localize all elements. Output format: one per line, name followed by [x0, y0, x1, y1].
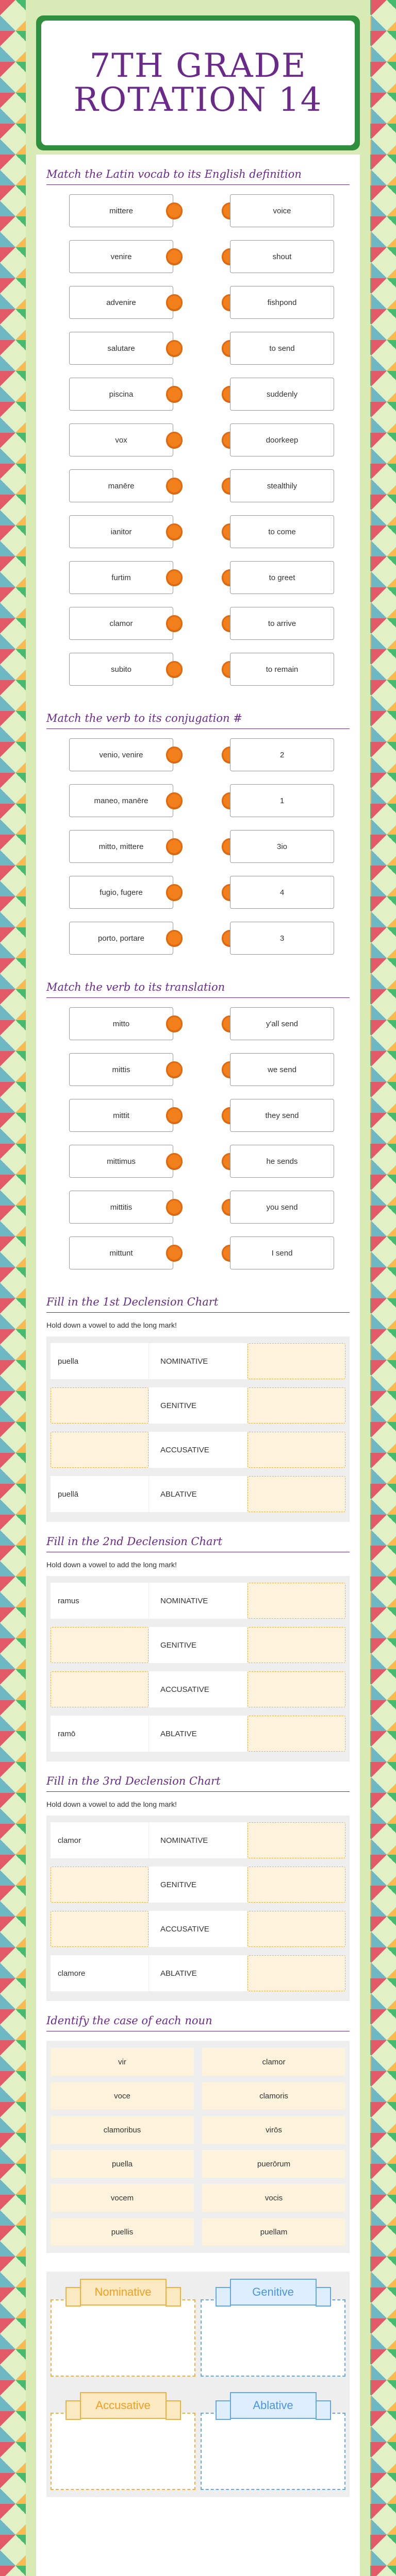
declension-row: [51, 1429, 345, 1473]
section-title-decl1: Fill in the 1st Declension Chart: [46, 1282, 350, 1313]
connector-dot-left[interactable]: [166, 386, 183, 402]
answer-input[interactable]: [248, 1822, 345, 1858]
match-row: [46, 876, 350, 922]
connector-dot-left[interactable]: [166, 478, 183, 494]
case-box-nominative: [51, 2279, 195, 2377]
connector-dot-left[interactable]: [166, 615, 183, 632]
match-right-term[interactable]: suddenly: [230, 378, 334, 411]
instruction-decl3: Hold down a vowel to add the long mark!: [46, 1800, 177, 1808]
answer-input[interactable]: [248, 1476, 345, 1512]
declension-row: [51, 1341, 345, 1385]
case-label: ACCUSATIVE: [149, 1671, 247, 1707]
connector-dot-left[interactable]: [166, 1107, 183, 1124]
match-right-term[interactable]: 2: [230, 738, 334, 771]
connector-dot-left[interactable]: [166, 930, 183, 946]
match-row: [46, 469, 350, 515]
answer-input[interactable]: [248, 1671, 345, 1707]
answer-input[interactable]: [248, 1343, 345, 1379]
match-right-term[interactable]: shout: [230, 240, 334, 273]
answer-input[interactable]: [248, 1911, 345, 1947]
section-title-decl3: Fill in the 3rd Declension Chart: [46, 1761, 350, 1792]
noun-chip[interactable]: puellis: [51, 2218, 194, 2246]
noun-chip[interactable]: puerōrum: [202, 2150, 345, 2178]
match-left-term[interactable]: mittit: [69, 1099, 173, 1132]
connector-dot-left[interactable]: [166, 202, 183, 219]
case-label: GENITIVE: [149, 1867, 247, 1903]
match-row: [46, 423, 350, 469]
case-label: ABLATIVE: [149, 1716, 247, 1752]
worksheet-content: [36, 155, 360, 2576]
case-label: ABLATIVE: [149, 1955, 247, 1991]
match-left-term[interactable]: mittunt: [69, 1236, 173, 1269]
match-row: [46, 1053, 350, 1099]
match-row: [46, 1007, 350, 1053]
declension-row: [51, 1473, 345, 1518]
connector-dot-left[interactable]: [166, 661, 183, 677]
given-form: ramus: [51, 1583, 148, 1619]
match-row: [46, 830, 350, 876]
connector-dot-left[interactable]: [166, 1199, 183, 1215]
declension-table-3: [46, 1816, 350, 2001]
banner-genitive: Genitive: [230, 2279, 317, 2306]
case-label: NOMINATIVE: [149, 1583, 247, 1619]
match-row: [46, 1145, 350, 1191]
answer-input[interactable]: [248, 1716, 345, 1752]
noun-chip[interactable]: puella: [51, 2150, 194, 2178]
declension-row: [51, 1864, 345, 1908]
match-right-term[interactable]: we send: [230, 1053, 334, 1086]
dropzone-accusative[interactable]: [51, 2413, 195, 2490]
match-left-term[interactable]: mittimus: [69, 1145, 173, 1178]
match-list-vocab: [46, 194, 350, 699]
match-row: [46, 653, 350, 699]
answer-input[interactable]: [51, 1387, 148, 1423]
match-row: [46, 1236, 350, 1282]
match-left-term[interactable]: piscina: [69, 378, 173, 411]
match-right-term[interactable]: they send: [230, 1099, 334, 1132]
match-row: [46, 607, 350, 653]
declension-row: [51, 1713, 345, 1757]
answer-input[interactable]: [248, 1387, 345, 1423]
match-left-term[interactable]: mittitis: [69, 1191, 173, 1224]
section-title-identify-case: Identify the case of each noun: [46, 2001, 350, 2031]
match-row: [46, 286, 350, 332]
match-right-term[interactable]: 1: [230, 784, 334, 817]
case-label: ACCUSATIVE: [149, 1432, 247, 1468]
title-inner: [41, 21, 355, 145]
dropzone-nominative[interactable]: [51, 2299, 195, 2377]
match-row: [46, 561, 350, 607]
connector-dot-left[interactable]: [166, 838, 183, 855]
match-left-term[interactable]: vox: [69, 423, 173, 456]
noun-chip[interactable]: voce: [51, 2082, 194, 2110]
banner-ablative: Ablative: [230, 2392, 317, 2419]
answer-input[interactable]: [248, 1955, 345, 1991]
match-left-term[interactable]: clamor: [69, 607, 173, 640]
section-title-translation: Match the verb to its translation: [46, 968, 350, 998]
answer-input[interactable]: [248, 1432, 345, 1468]
match-left-term[interactable]: salutare: [69, 332, 173, 365]
banner-accusative: Accusative: [80, 2392, 167, 2419]
title-card: [36, 15, 360, 150]
case-box-accusative: [51, 2392, 195, 2490]
declension-table-1: [46, 1336, 350, 1522]
match-row: [46, 738, 350, 784]
case-label: GENITIVE: [149, 1387, 247, 1423]
match-row: [46, 1191, 350, 1236]
match-right-term[interactable]: 3: [230, 922, 334, 955]
match-left-term[interactable]: furtim: [69, 561, 173, 594]
match-left-term[interactable]: ianitor: [69, 515, 173, 548]
answer-input[interactable]: [248, 1583, 345, 1619]
case-box-ablative: [201, 2392, 345, 2490]
noun-chip[interactable]: puellam: [202, 2218, 345, 2246]
match-left-term[interactable]: advenire: [69, 286, 173, 319]
match-left-term[interactable]: mitto: [69, 1007, 173, 1040]
match-right-term[interactable]: 4: [230, 876, 334, 909]
given-form: puella: [51, 1343, 148, 1379]
case-label: ACCUSATIVE: [149, 1911, 247, 1947]
given-form: clamore: [51, 1955, 148, 1991]
connector-dot-left[interactable]: [166, 432, 183, 448]
page-title: 7TH GRADE ROTATION 14: [73, 47, 323, 119]
match-right-term[interactable]: y'all send: [230, 1007, 334, 1040]
match-list-conjugation: [46, 738, 350, 968]
given-form: clamor: [51, 1822, 148, 1858]
answer-input[interactable]: [51, 1671, 148, 1707]
answer-input[interactable]: [51, 1867, 148, 1903]
match-row: [46, 922, 350, 968]
connector-dot-left[interactable]: [166, 792, 183, 809]
match-left-term[interactable]: mittis: [69, 1053, 173, 1086]
match-right-term[interactable]: to arrive: [230, 607, 334, 640]
connector-dot-left[interactable]: [166, 1015, 183, 1032]
connector-dot-left[interactable]: [166, 1061, 183, 1078]
declension-row: [51, 1908, 345, 1953]
match-left-term[interactable]: fugio, fugere: [69, 876, 173, 909]
section-title-vocab: Match the Latin vocab to its English definition: [46, 155, 350, 185]
noun-chip[interactable]: clamoris: [202, 2082, 345, 2110]
instruction-decl1: Hold down a vowel to add the long mark!: [46, 1321, 177, 1329]
given-form: puellā: [51, 1476, 148, 1512]
match-left-term[interactable]: mittere: [69, 194, 173, 227]
answer-input[interactable]: [51, 1911, 148, 1947]
connector-dot-left[interactable]: [166, 1245, 183, 1261]
banner-nominative: Nominative: [80, 2279, 167, 2306]
section-title-conjugation: Match the verb to its conjugation #: [46, 699, 350, 729]
match-right-term[interactable]: you send: [230, 1191, 334, 1224]
match-right-term[interactable]: fishpond: [230, 286, 334, 319]
noun-chip[interactable]: vir: [51, 2048, 194, 2076]
noun-grid: [51, 2048, 345, 2246]
declension-row: [51, 1624, 345, 1669]
match-row: [46, 515, 350, 561]
noun-panel: [46, 2041, 350, 2253]
match-row: [46, 332, 350, 378]
case-label: ABLATIVE: [149, 1476, 247, 1512]
section-title-decl2: Fill in the 2nd Declension Chart: [46, 1522, 350, 1552]
match-right-term[interactable]: doorkeep: [230, 423, 334, 456]
noun-chip[interactable]: clamor: [202, 2048, 345, 2076]
page-frame: [26, 0, 370, 2576]
declension-row: [51, 1669, 345, 1713]
noun-chip[interactable]: vocem: [51, 2184, 194, 2212]
match-list-translation: [46, 1007, 350, 1282]
connector-dot-left[interactable]: [166, 523, 183, 540]
match-left-term[interactable]: venire: [69, 240, 173, 273]
match-row: [46, 194, 350, 240]
match-row: [46, 1099, 350, 1145]
match-right-term[interactable]: he sends: [230, 1145, 334, 1178]
case-sort-panel: [46, 2272, 350, 2497]
match-right-term[interactable]: 3io: [230, 830, 334, 863]
match-right-term[interactable]: to remain: [230, 653, 334, 686]
instruction-decl2: Hold down a vowel to add the long mark!: [46, 1561, 177, 1569]
connector-dot-left[interactable]: [166, 1153, 183, 1170]
connector-dot-left[interactable]: [166, 248, 183, 265]
answer-input[interactable]: [51, 1432, 148, 1468]
connector-dot-left[interactable]: [166, 294, 183, 311]
match-right-term[interactable]: to greet: [230, 561, 334, 594]
match-row: [46, 378, 350, 423]
connector-dot-left[interactable]: [166, 340, 183, 357]
given-form: ramō: [51, 1716, 148, 1752]
case-label: NOMINATIVE: [149, 1343, 247, 1379]
dropzone-genitive[interactable]: [201, 2299, 345, 2377]
declension-row: [51, 1820, 345, 1864]
noun-chip[interactable]: clamoribus: [51, 2116, 194, 2144]
connector-dot-left[interactable]: [166, 747, 183, 763]
connector-dot-left[interactable]: [166, 884, 183, 901]
match-left-term[interactable]: porto, portare: [69, 922, 173, 955]
match-left-term[interactable]: venio, venire: [69, 738, 173, 771]
match-left-term[interactable]: maneo, manēre: [69, 784, 173, 817]
match-right-term[interactable]: to send: [230, 332, 334, 365]
match-left-term[interactable]: manēre: [69, 469, 173, 502]
declension-table-2: [46, 1576, 350, 1761]
declension-row: [51, 1953, 345, 1997]
connector-dot-left[interactable]: [166, 569, 183, 586]
case-label: NOMINATIVE: [149, 1822, 247, 1858]
answer-input[interactable]: [51, 1627, 148, 1663]
match-row: [46, 784, 350, 830]
match-right-term[interactable]: stealthily: [230, 469, 334, 502]
match-right-term[interactable]: to come: [230, 515, 334, 548]
match-row: [46, 240, 350, 286]
noun-chip[interactable]: vocis: [202, 2184, 345, 2212]
answer-input[interactable]: [248, 1627, 345, 1663]
match-left-term[interactable]: subito: [69, 653, 173, 686]
dropzone-ablative[interactable]: [201, 2413, 345, 2490]
case-label: GENITIVE: [149, 1627, 247, 1663]
declension-row: [51, 1385, 345, 1429]
match-right-term[interactable]: voice: [230, 194, 334, 227]
noun-chip[interactable]: virōs: [202, 2116, 345, 2144]
match-left-term[interactable]: mitto, mittere: [69, 830, 173, 863]
declension-row: [51, 1580, 345, 1624]
match-right-term[interactable]: I send: [230, 1236, 334, 1269]
answer-input[interactable]: [248, 1867, 345, 1903]
case-box-genitive: [201, 2279, 345, 2377]
